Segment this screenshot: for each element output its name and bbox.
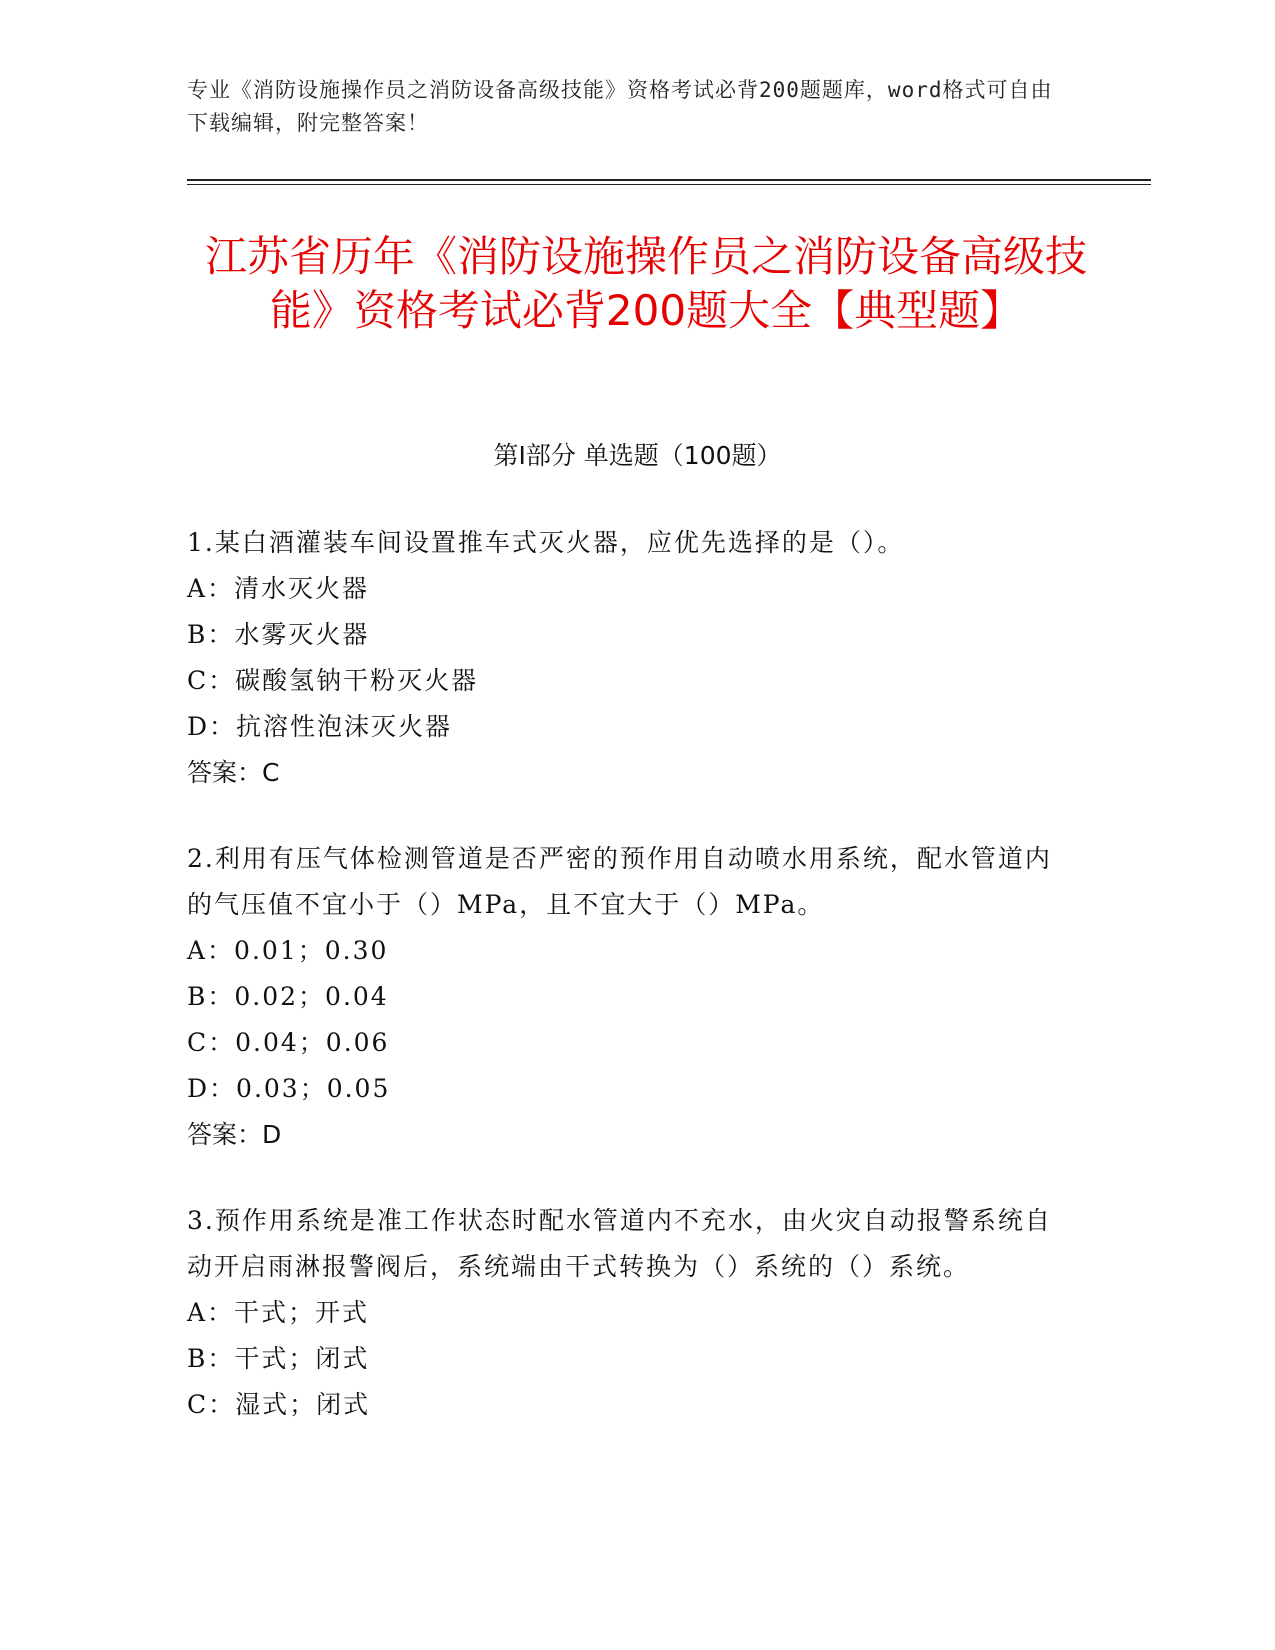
option-d: D：0.03；0.05 [187,1074,391,1103]
question-stem: 3.预作用系统是准工作状态时配水管道内不充水，由火灾自动报警系统自动开启雨淋报警阀后，系统端由干式转换为（）系统的（）系统。 [187,1206,1052,1281]
option-c: C：碳酸氢钠干粉灭火器 [187,666,479,695]
answer: 答案：D [187,1120,282,1149]
question-stem: 2.利用有压气体检测管道是否严密的预作用自动喷水用系统，配水管道内的气压值不宜小于（）MPa，且不宜大于（）MPa。 [187,844,1052,919]
option-b: B：干式；闭式 [187,1344,370,1373]
question-list [187,520,1067,1468]
option-a: A：清水灭火器 [187,574,370,603]
option-c: C：0.04；0.06 [187,1028,390,1057]
option-b: B：水雾灭火器 [187,620,370,649]
question-3 [187,1198,1067,1428]
header-divider-thick [187,179,1151,181]
document-title: 江苏省历年《消防设施操作员之消防设备高级技能》资格考试必背200题大全【典型题】 [204,232,1087,335]
option-c: C：湿式；闭式 [187,1390,371,1419]
option-b: B：0.02；0.04 [187,982,389,1011]
option-a: A：干式；开式 [187,1298,370,1327]
question-2 [187,836,1067,1158]
option-a: A：0.01；0.30 [187,936,389,965]
question-1 [187,520,1067,796]
question-stem: 1.某白酒灌装车间设置推车式灭火器，应优先选择的是（）。 [187,528,905,557]
header-divider-thin [187,184,1151,185]
section-title: 第I部分 单选题（100题） [493,441,782,470]
answer: 答案：C [187,758,280,787]
option-d: D：抗溶性泡沫灭火器 [187,712,453,741]
header-note: 专业《消防设施操作员之消防设备高级技能》资格考试必背200题题库，word格式可自由下载编辑，附完整答案！ [187,78,1053,135]
